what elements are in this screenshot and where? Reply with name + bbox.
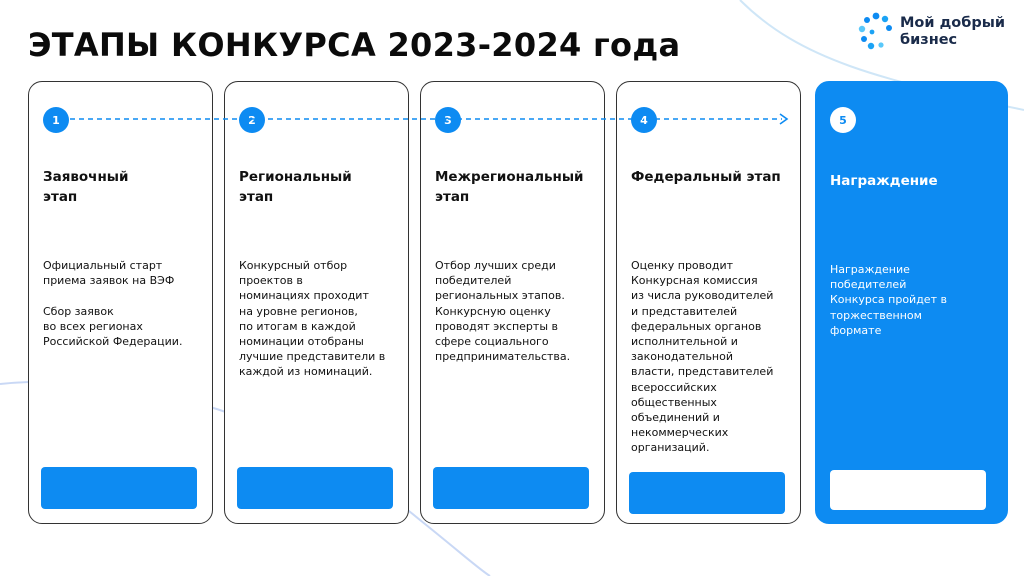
stage-title: Региональный этап bbox=[239, 169, 352, 205]
stage-number-badge: 1 bbox=[43, 107, 69, 133]
stage-action-bar[interactable] bbox=[433, 467, 589, 509]
stage-title: Заявочный этап bbox=[43, 169, 129, 205]
stage-description: Отбор лучших среди победителей региональных этапов. Конкурсную оценку проводят эксперты в сфере социального предпринимательства. bbox=[435, 259, 571, 364]
stage-number-badge: 3 bbox=[435, 107, 461, 133]
stage-action-bar[interactable] bbox=[629, 472, 785, 514]
stage-description: Конкурсный отбор проектов в номинациях проходит на уровне регионов, по итогам в каждой номинации отобраны лучшие представители в каждой из номинаций. bbox=[239, 259, 386, 379]
stage-description: Награждение победителей Конкурса пройдет в торжественном формате bbox=[830, 263, 947, 337]
stage-card-4 bbox=[616, 81, 801, 524]
stage-card-3 bbox=[420, 81, 605, 524]
stage-description: Официальный старт приема заявок на ВЭФ Сбор заявок во всех регионах Российской Федерации. bbox=[43, 259, 183, 349]
stage-title: Федеральный этап bbox=[631, 169, 781, 185]
page-title: ЭТАПЫ КОНКУРСА 2023-2024 года bbox=[28, 26, 681, 64]
stage-number-badge: 5 bbox=[830, 107, 856, 133]
stage-action-bar[interactable] bbox=[41, 467, 197, 509]
stage-card-2 bbox=[224, 81, 409, 524]
stage-number-badge: 2 bbox=[239, 107, 265, 133]
stage-description: Оценку проводит Конкурсная комиссия из числа руководителей и представителей федеральных органов исполнительной и законодательной власти, представителей всероссийских общественных объединений и некоммерческих организаций. bbox=[631, 259, 774, 455]
stage-card-5 bbox=[815, 81, 1008, 524]
brand-logo[interactable] bbox=[856, 12, 1016, 56]
brand-logo-text: Мой добрый бизнес bbox=[900, 15, 1006, 48]
stage-title: Награждение bbox=[830, 173, 938, 189]
dots-burst-icon bbox=[856, 12, 896, 56]
stage-title: Межрегиональный этап bbox=[435, 169, 584, 205]
stage-number-badge: 4 bbox=[631, 107, 657, 133]
stage-action-bar[interactable] bbox=[237, 467, 393, 509]
stage-action-bar[interactable] bbox=[830, 470, 986, 510]
stage-card-1 bbox=[28, 81, 213, 524]
